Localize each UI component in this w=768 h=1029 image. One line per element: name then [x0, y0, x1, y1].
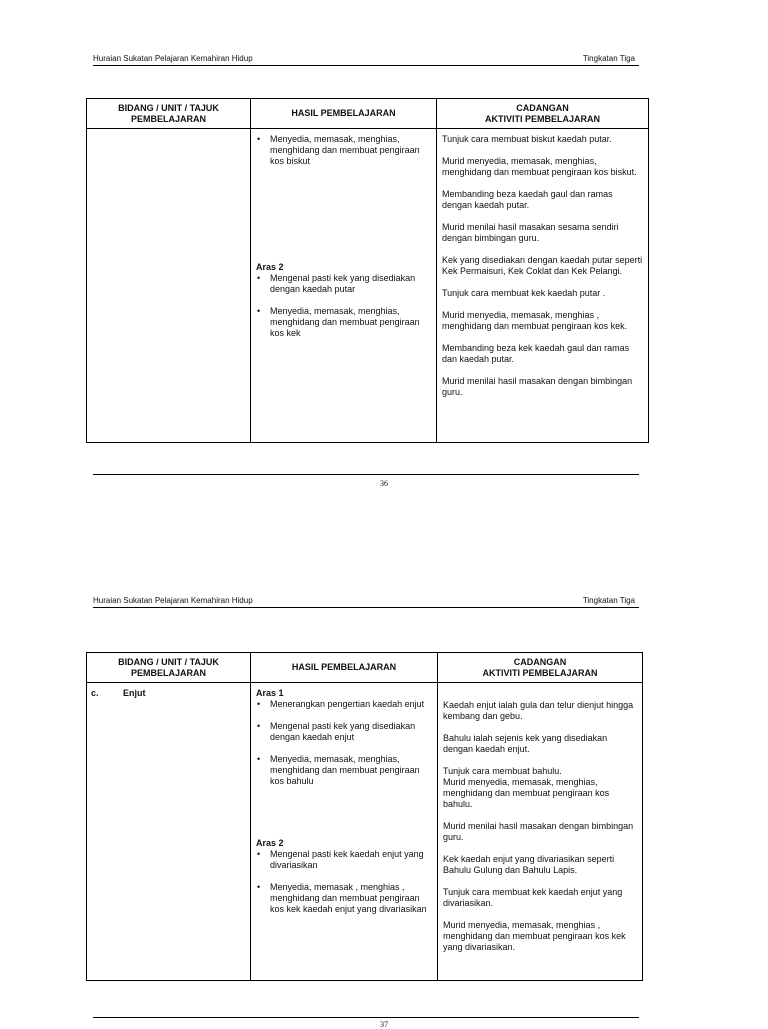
footer-rule	[93, 474, 639, 475]
hasil-item: • Mengenal pasti kek yang disediakan dengan kaedah putar	[256, 273, 432, 295]
footer-rule	[93, 1017, 639, 1018]
aktiviti-item: Tunjuk cara membuat kek kaedah enjut yang divariasikan.	[443, 887, 623, 908]
aras-1-label: Aras 1	[256, 688, 284, 698]
syllabus-table	[86, 652, 643, 981]
hasil-item: • Menerangkan pengertian kaedah enjut	[256, 699, 433, 710]
aras-2-list	[256, 849, 433, 915]
hasil-cell	[251, 683, 438, 981]
column-header-aktiviti: CADANGAN AKTIVITI PEMBELAJARAN	[438, 653, 643, 683]
hasil-item: • Menyedia, memasak , menghias , menghidang dan membuat pengiraan kos kek kaedah enjut yang divariasikan	[256, 882, 433, 915]
aras-2-list	[256, 273, 432, 339]
bidang-cell	[87, 129, 251, 443]
aktiviti-cell	[437, 129, 649, 443]
hasil-item: • Menyedia, memasak, menghias, menghidang dan membuat pengiraan kos biskut	[256, 134, 432, 167]
hasil-list	[256, 134, 432, 167]
running-header-level: Tingkatan Tiga	[582, 54, 635, 63]
aktiviti-item: Tunjuk cara membuat bahulu.	[443, 766, 562, 776]
topic-title: Enjut	[123, 688, 146, 698]
hasil-item: • Mengenal pasti kek yang disediakan dengan kaedah enjut	[256, 721, 433, 743]
header-rule	[93, 607, 639, 608]
aktiviti-item: Kek yang disediakan dengan kaedah putar seperti Kek Permaisuri, Kek Coklat dan Kek Pelangi.	[442, 255, 643, 276]
aktiviti-item: Membanding beza kek kaedah gaul dan ramas dan kaedah putar.	[442, 343, 630, 364]
aras-1-list	[256, 699, 433, 787]
hasil-item: • Mengenal pasti kek kaedah enjut yang divariasikan	[256, 849, 433, 871]
aktiviti-cell	[438, 683, 643, 981]
aras-2-label: Aras 2	[256, 838, 284, 848]
aktiviti-item: Murid menyedia, memasak, menghias , menghidang dan membuat pengiraan kos kek.	[442, 310, 628, 331]
bidang-cell	[87, 683, 251, 981]
topic-item	[91, 688, 246, 699]
aktiviti-item: Bahulu ialah sejenis kek yang disediakan dengan kaedah enjut.	[443, 733, 608, 754]
running-header-title: Huraian Sukatan Pelajaran Kemahiran Hidup	[93, 596, 253, 605]
topic-label: c.	[91, 688, 99, 698]
aktiviti-item: Membanding beza kaedah gaul dan ramas dengan kaedah putar.	[442, 189, 613, 210]
column-header-hasil: HASIL PEMBELAJARAN	[251, 653, 438, 683]
column-header-aktiviti: CADANGAN AKTIVITI PEMBELAJARAN	[437, 99, 649, 129]
hasil-item: • Menyedia, memasak, menghias, menghidang dan membuat pengiraan kos kek	[256, 306, 432, 339]
aktiviti-item: Tunjuk cara membuat kek kaedah putar .	[442, 288, 606, 298]
running-header-level: Tingkatan Tiga	[582, 596, 635, 605]
page-number: 36	[380, 479, 388, 488]
aktiviti-item: Kek kaedah enjut yang divariasikan seperti Bahulu Gulung dan Bahulu Lapis.	[443, 854, 615, 875]
aktiviti-item: Murid menyedia, memasak, menghias, menghidang dan membuat pengiraan kos bahulu.	[443, 777, 610, 809]
syllabus-table	[86, 98, 649, 443]
aktiviti-item: Kaedah enjut ialah gula dan telur dienjut hingga kembang dan gebu.	[443, 700, 634, 721]
column-header-bidang: BIDANG / UNIT / TAJUK PEMBELAJARAN	[87, 653, 251, 683]
column-header-bidang: BIDANG / UNIT / TAJUK PEMBELAJARAN	[87, 99, 251, 129]
page-number: 37	[380, 1020, 388, 1029]
aras-2-label: Aras 2	[256, 262, 284, 272]
hasil-cell	[251, 129, 437, 443]
hasil-item: • Menyedia, memasak, menghias, menghidang dan membuat pengiraan kos bahulu	[256, 754, 433, 787]
column-header-hasil: HASIL PEMBELAJARAN	[251, 99, 437, 129]
running-header-title: Huraian Sukatan Pelajaran Kemahiran Hidup	[93, 54, 253, 63]
aktiviti-item: Murid menyedia, memasak, menghias, menghidang dan membuat pengiraan kos biskut.	[442, 156, 637, 177]
header-rule	[93, 65, 639, 66]
aktiviti-item: Tunjuk cara membuat biskut kaedah putar.	[442, 134, 612, 144]
aktiviti-item: Murid menilai hasil masakan dengan bimbingan guru.	[442, 376, 633, 397]
aktiviti-item: Murid menilai hasil masakan dengan bimbingan guru.	[443, 821, 634, 842]
aktiviti-item: Murid menilai hasil masakan sesama sendiri dengan bimbingan guru.	[442, 222, 619, 243]
aktiviti-item: Murid menyedia, memasak, menghias , menghidang dan membuat pengiraan kos kek yang divariasikan.	[443, 920, 626, 952]
